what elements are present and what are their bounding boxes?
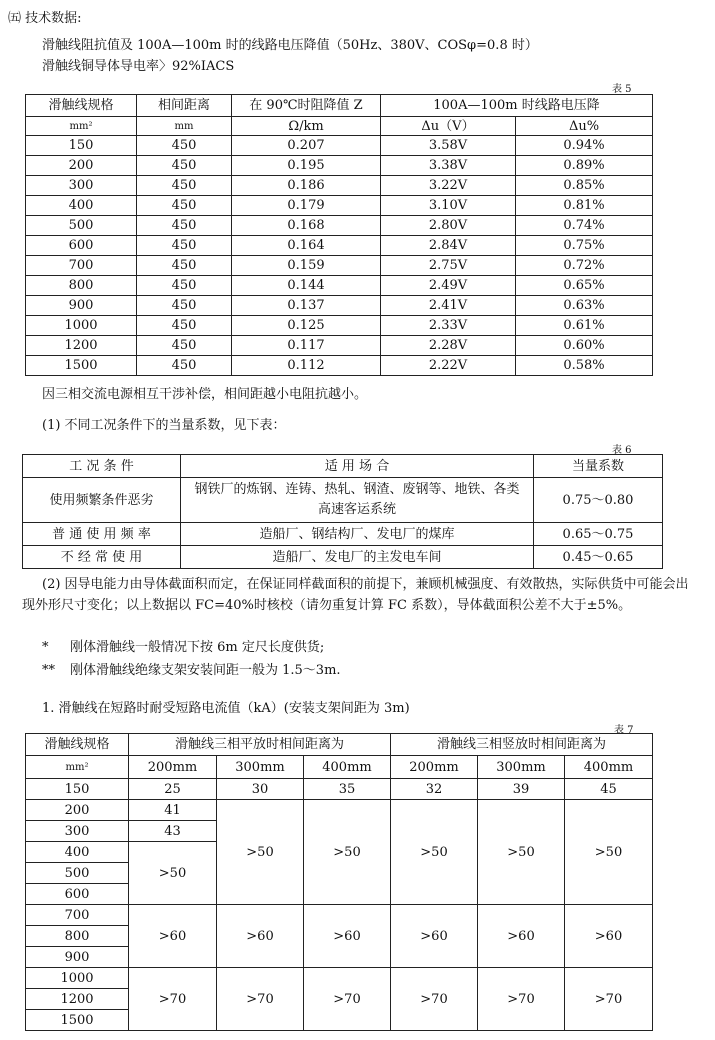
t5-spec: 300 [26, 176, 137, 196]
t6-condition: 使用频繁条件恶劣 [23, 478, 181, 523]
table5-caption: 表 5 [612, 84, 632, 95]
table7-caption: 表 7 [614, 725, 634, 736]
t7-value: 39 [478, 779, 565, 800]
t5-header-distance-unit: mm [137, 117, 232, 136]
t5-drop-v: 2.41V [381, 296, 516, 316]
t7-value-group70: >70 [391, 968, 478, 1031]
t5-header-distance: 相间距离 [137, 95, 232, 117]
t6-header-condition: 工 况 条 件 [23, 455, 181, 478]
t6-coefficient: 0.65～0.75 [534, 523, 663, 546]
t7-header-vertical: 滑触线三相竖放时相间距离为 [391, 734, 653, 756]
t5-row [26, 276, 653, 296]
t7-spec: 1500 [26, 1010, 129, 1031]
t7-header-distance: 300mm [217, 756, 304, 779]
t7-value-group50: >50 [565, 800, 653, 905]
t7-value-group50: >50 [129, 842, 217, 905]
t6-coefficient: 0.45～0.65 [534, 546, 663, 569]
t6-coefficient: 0.75～0.80 [534, 478, 663, 523]
t7-header-distance: 200mm [129, 756, 217, 779]
t7-value-group70: >70 [129, 968, 217, 1031]
t5-distance: 450 [137, 176, 232, 196]
t6-condition: 不 经 常 使 用 [23, 546, 181, 569]
t5-row [26, 176, 653, 196]
t5-row [26, 296, 653, 316]
t5-header-spec-unit: mm² [26, 117, 137, 136]
t7-value: 30 [217, 779, 304, 800]
t5-drop-v: 2.49V [381, 276, 516, 296]
t5-row [26, 336, 653, 356]
t5-drop-pct: 0.61% [516, 316, 653, 336]
t7-value-group60: >60 [304, 905, 391, 968]
t5-distance: 450 [137, 316, 232, 336]
t7-value: 35 [304, 779, 391, 800]
t5-distance: 450 [137, 216, 232, 236]
t5-header-impedance-unit: Ω/km [232, 117, 381, 136]
t7-spec: 700 [26, 905, 129, 926]
t7-value-group70: >70 [565, 968, 653, 1031]
t5-drop-pct: 0.81% [516, 196, 653, 216]
t7-value-group70: >70 [304, 968, 391, 1031]
t5-row [26, 256, 653, 276]
t7-spec: 150 [26, 779, 129, 800]
t5-distance: 450 [137, 296, 232, 316]
bullet-2 [42, 663, 341, 679]
t7-spec: 600 [26, 884, 129, 905]
t5-row [26, 236, 653, 256]
t5-distance: 450 [137, 236, 232, 256]
t5-row [26, 356, 653, 376]
t7-value: 32 [391, 779, 478, 800]
t5-row [26, 196, 653, 216]
t7-value-group60: >60 [217, 905, 304, 968]
t5-distance: 450 [137, 156, 232, 176]
paragraph-2: (2) 因导电能力由导体截面积而定，在保证同样截面积的前提下，兼顾机械强度、有效散热，实际供货中可能会出现外形尺寸变化；以上数据以 FC=40%时核校（请勿重复计算 FC 系数），导体截面积公差不大于±5%。 [22, 577, 689, 613]
t7-value-group50: >50 [478, 800, 565, 905]
t5-distance: 450 [137, 256, 232, 276]
intro-line-1: 滑触线阻抗值及 100A—100m 时的线路电压降值（50Hz、380V、COSφ=0.8 时） [42, 38, 538, 53]
t5-header-impedance: 在 90℃时阻降值 Z [232, 95, 381, 117]
t7-value-group50: >50 [304, 800, 391, 905]
t7-value-group60: >60 [565, 905, 653, 968]
t5-spec: 600 [26, 236, 137, 256]
t5-drop-v: 2.75V [381, 256, 516, 276]
t5-impedance: 0.117 [232, 336, 381, 356]
table6 [22, 454, 663, 569]
t5-spec: 700 [26, 256, 137, 276]
table7-heading: 1. 滑触线在短路时耐受短路电流值（kA）(安装支架间距为 3m) [42, 701, 410, 716]
t5-spec: 1200 [26, 336, 137, 356]
t5-spec: 400 [26, 196, 137, 216]
intro-line-2: 滑触线铜导体导电率〉92%IACS [42, 59, 235, 74]
t6-application: 造船厂、钢结构厂、发电厂的煤库 [181, 523, 534, 546]
section-marker: ㈤ [8, 11, 22, 26]
table5-note: 因三相交流电源相互干涉补偿，相间距越小电阻抗越小。 [42, 387, 368, 402]
t7-header-spec-unit: mm² [26, 756, 129, 779]
t7-header-distance: 300mm [478, 756, 565, 779]
t7-spec: 900 [26, 947, 129, 968]
t5-distance: 450 [137, 196, 232, 216]
t5-distance: 450 [137, 276, 232, 296]
t5-row [26, 136, 653, 156]
t5-header-spec: 滑触线规格 [26, 95, 137, 117]
t5-distance: 450 [137, 356, 232, 376]
t7-spec: 300 [26, 821, 129, 842]
table7 [25, 733, 653, 1031]
t5-drop-pct: 0.75% [516, 236, 653, 256]
t5-distance: 450 [137, 336, 232, 356]
t5-impedance: 0.164 [232, 236, 381, 256]
t5-header-drop-pct: Δu% [516, 117, 653, 136]
t5-impedance: 0.195 [232, 156, 381, 176]
section-title: 技术数据: [25, 11, 82, 26]
t5-drop-v: 3.58V [381, 136, 516, 156]
bullet-1-mark: * [42, 640, 49, 655]
t7-value: 45 [565, 779, 653, 800]
t5-drop-pct: 0.74% [516, 216, 653, 236]
t7-header-spec: 滑触线规格 [26, 734, 129, 756]
t5-header-drop-group: 100A—100m 时线路电压降 [381, 95, 653, 117]
t7-header-distance: 400mm [565, 756, 653, 779]
t7-value-group70: >70 [217, 968, 304, 1031]
t5-drop-pct: 0.60% [516, 336, 653, 356]
t5-drop-v: 3.38V [381, 156, 516, 176]
t5-row [26, 156, 653, 176]
t5-drop-v: 2.28V [381, 336, 516, 356]
t5-drop-pct: 0.63% [516, 296, 653, 316]
t6-application: 造船厂、发电厂的主发电车间 [181, 546, 534, 569]
t6-header-coefficient: 当量系数 [534, 455, 663, 478]
t7-value-group60: >60 [391, 905, 478, 968]
t5-impedance: 0.112 [232, 356, 381, 376]
t5-impedance: 0.186 [232, 176, 381, 196]
t5-drop-pct: 0.58% [516, 356, 653, 376]
paragraph-1: (1) 不同工况条件下的当量系数，见下表： [42, 418, 286, 433]
t7-header-distance: 200mm [391, 756, 478, 779]
t5-drop-pct: 0.72% [516, 256, 653, 276]
t5-drop-pct: 0.89% [516, 156, 653, 176]
t7-header-flat: 滑触线三相平放时相间距离为 [129, 734, 391, 756]
t5-drop-v: 3.22V [381, 176, 516, 196]
bullet-1-text: 刚体滑触线一般情况下按 6m 定尺长度供货; [70, 640, 325, 655]
t7-value-group50: >50 [391, 800, 478, 905]
t7-spec: 200 [26, 800, 129, 821]
t5-row [26, 316, 653, 336]
t7-spec: 1200 [26, 989, 129, 1010]
t7-value: 25 [129, 779, 217, 800]
t6-header-application: 适 用 场 合 [181, 455, 534, 478]
t5-distance: 450 [137, 136, 232, 156]
t6-application: 钢铁厂的炼钢、连铸、热轧、钢渣、废钢等、地铁、各类高速客运系统 [181, 478, 534, 523]
t5-spec: 500 [26, 216, 137, 236]
t5-spec: 1500 [26, 356, 137, 376]
t7-value: 43 [129, 821, 217, 842]
t5-impedance: 0.137 [232, 296, 381, 316]
t7-value: 41 [129, 800, 217, 821]
t5-drop-v: 2.84V [381, 236, 516, 256]
t5-impedance: 0.168 [232, 216, 381, 236]
t5-drop-pct: 0.94% [516, 136, 653, 156]
t5-drop-pct: 0.65% [516, 276, 653, 296]
t5-spec: 1000 [26, 316, 137, 336]
t5-spec: 900 [26, 296, 137, 316]
t5-impedance: 0.207 [232, 136, 381, 156]
t5-impedance: 0.144 [232, 276, 381, 296]
table5 [25, 94, 653, 376]
t5-drop-v: 2.80V [381, 216, 516, 236]
t7-value-group60: >60 [129, 905, 217, 968]
t5-impedance: 0.125 [232, 316, 381, 336]
bullet-1 [42, 640, 324, 656]
section-heading [8, 11, 82, 27]
bullet-2-text: 刚体滑触线绝缘支架安装间距一般为 1.5～3m. [70, 663, 341, 678]
t7-spec: 800 [26, 926, 129, 947]
t5-header-drop-v: Δu（V） [381, 117, 516, 136]
t7-value-group70: >70 [478, 968, 565, 1031]
t5-spec: 200 [26, 156, 137, 176]
t5-spec: 800 [26, 276, 137, 296]
t7-spec: 500 [26, 863, 129, 884]
table6-caption: 表 6 [612, 445, 632, 456]
bullet-2-mark: ** [42, 663, 55, 678]
t5-drop-v: 3.10V [381, 196, 516, 216]
t5-impedance: 0.159 [232, 256, 381, 276]
t7-value-group50: >50 [217, 800, 304, 905]
t5-impedance: 0.179 [232, 196, 381, 216]
t5-drop-v: 2.33V [381, 316, 516, 336]
t6-condition: 普 通 使 用 频 率 [23, 523, 181, 546]
t7-header-distance: 400mm [304, 756, 391, 779]
t7-value-group60: >60 [478, 905, 565, 968]
t7-spec: 400 [26, 842, 129, 863]
t5-drop-pct: 0.85% [516, 176, 653, 196]
t7-spec: 1000 [26, 968, 129, 989]
t5-drop-v: 2.22V [381, 356, 516, 376]
t5-spec: 150 [26, 136, 137, 156]
t5-row [26, 216, 653, 236]
